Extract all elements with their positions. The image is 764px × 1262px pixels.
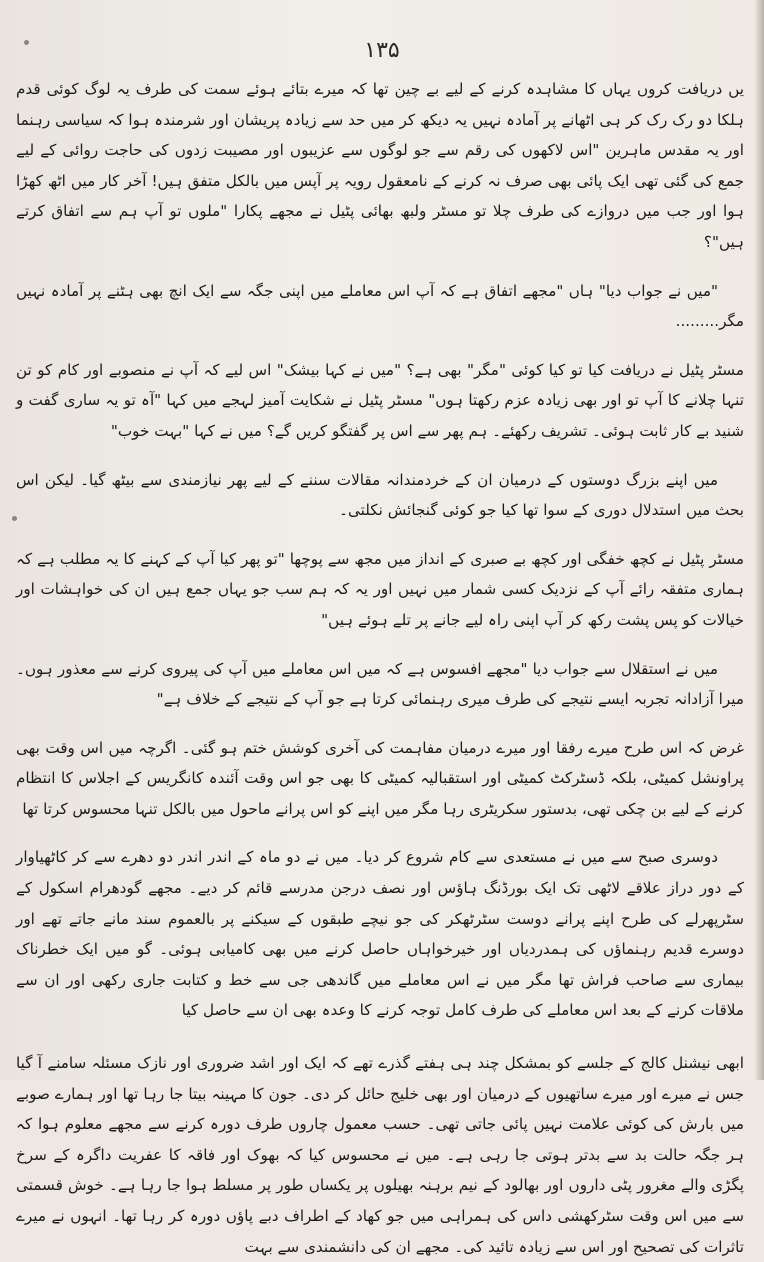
- paragraph: ابھی نیشنل کالج کے جلسے کو بمشکل چند ہی ہفتے گذرے تھے کہ ایک اور اشد ضروری اور نازک مسئلہ سامنے آ گیا جس نے میرے اور میرے ساتھیوں کے درمیان اور بھی خلیج حائل کر دی۔ جون کا مہینہ بیتا جا رہا تھا اور ہمارے صوبے میں بارش کی کوئی علامت نہیں پائی جاتی تھی۔ حسب معمول چاروں طرف دورہ کرنے سے مجھے معلوم ہوا کہ ہر جگہ حالت بد سے بدتر ہوتی جا رہی ہے۔ میں نے محسوس کیا کہ بھوک اور فاقہ کا عفریت داگرہ کے سرخ پگڑی والے مغرور پٹی داروں اور بھالود کے نیم برہنہ بھیلوں پر یکساں طور پر مسلط ہوا جا رہا ہے۔ خوش قسمتی سے میں اس وقت سٹرکھشی داس کی ہمراہی میں جو کھاد کے اطراف دبے پاؤں دورہ کر رہا تھا۔ انہوں نے میرے تاثرات کی تصحیح اور اس سے زیادہ تائید کی۔ مجھے ان کی دانشمندی سے بہت: [16, 1054, 744, 1256]
- page-edge-shadow: [754, 0, 764, 1080]
- paragraph: مسٹر پٹیل نے دریافت کیا تو کیا کوئی "مگر" بھی ہے؟ "میں نے کہا بیشک" اس لیے کہ آپ نے منصوبے اور کام کو تن تنہا چلانے کا آپ تو اور بھی زیادہ عزم رکھتا ہوں" مسٹر پٹیل نے شکایت آمیز لہجے میں کہا "آہ تو یہ ساری گفت و شنید بے کار ثابت ہوئی۔ تشریف رکھئے۔ ہم پھر سے اس پر گفتگو کریں گے؟ میں نے کہا "بہت خوب": [16, 360, 744, 440]
- paragraph: یں دریافت کروں یہاں کا مشاہدہ کرنے کے لیے بے چین تھا کہ میرے بتائے ہوئے سمت کی طرف یہ لوگ کوئی قدم ہلکا دو رک رک کر ہی اٹھانے پر آمادہ نہیں یہ دیکھ کر میں حد سے زیادہ پریشان اور شرمندہ ہوا کہ سیاسی رہنما اور یہ مقدس ماہرین "اس لاکھوں کی رقم سے جو لوگوں سے عزیبوں اور مصیبت زدوں کی حاجت روائی کے لیے جمع کی گئی تھی ایک پائی بھی صرف نہ کرنے کے نامعقول رویہ پر آپس میں بالکل متفق ہیں! آخر کار میں اٹھ کھڑا ہوا اور جب میں دروازے کی طرف چلا تو مسٹر ولبھ بھائی پٹیل نے مجھے پکارا "ملوں تو آپ ہم سے اتفاق کرتے ہیں"؟: [16, 80, 744, 251]
- paragraph: غرض کہ اس طرح میرے رفقا اور میرے درمیان مفاہمت کی آخری کوشش ختم ہو گئی۔ اگرچہ میں اس وقت بھی پراونشل کمیٹی، بلکہ ڈسٹرکٹ کمیٹی اور استقبالیہ کمیٹی کا بھی جو اس وقت آئندہ کانگریس کے اجلاس کا انتظام کرنے کے لیے بن چکی تھی، بدستور سکریٹری رہا مگر میں اپنے کو اس پرانے ماحول میں بالکل تنہا محسوس کرتا تھا: [16, 738, 744, 818]
- page-body-text: [16, 74, 744, 1256]
- paragraph: "میں نے جواب دیا" ہاں "مجھے اتفاق ہے کہ آپ اس معاملے میں اپنی جگہ سے ایک انچ بھی ہٹنے پر آمادہ نہیں مگر.........: [16, 281, 744, 331]
- paragraph: مسٹر پٹیل نے کچھ خفگی اور کچھ بے صبری کے انداز میں مجھ سے پوچھا "تو پھر کیا آپ کے کہنے کا یہ مطلب ہے کہ ہماری متفقہ رائے آپ کے نزدیک کسی شمار میں نہیں اور یہ کہ ہم سب جو یہاں جمع ہیں ان کی خواہشات اور خیالات کو پس پشت رکھ کر آپ اپنی راہ لیے جانے پر تلے ہوئے ہیں": [16, 549, 744, 629]
- paragraph: دوسری صبح سے میں نے مستعدی سے کام شروع کر دیا۔ میں نے دو ماہ کے اندر اندر دو دھرے سے کر کاٹھیاوار کے دور دراز علاقے لاٹھی تک ایک بورڈنگ ہاؤس اور نصف درجن مدرسے قائم کر دیے۔ مجھے گودھرام اسکول کے سٹرپھرلے کی طرح اپنے پرانے دوست سٹرٹھکر کی جو نیچے طبقوں کے سیکنے پر بالعموم سند مانے جاتے تھے اور دوسرے قدیم رہنماؤں کی ہمدردیاں اور خیرخواہاں حاصل کرنے میں بھی کامیابی ہوئی۔ گو میں ایک خطرناک بیماری سے صاحب فراش تھا مگر میں نے اس معاملے میں گاندھی جی سے خط و کتابت جاری رکھی اور ان سے ملاقات کرنے کے بعد اس معاملے کی طرف کامل توجہ کرنے کا وعدہ بھی ان سے حاصل کیا: [16, 848, 744, 1020]
- page-number: ۱۳۵: [364, 38, 400, 63]
- paragraph: میں اپنے بزرگ دوستوں کے درمیان ان کے خردمندانہ مقالات سننے کے لیے پھر نیازمندی سے بیٹھ گیا۔ لیکن اس بحث میں استدلال دوری کے سوا تھا کیا جو کوئی گنجائش نکلتی۔: [16, 470, 744, 520]
- paragraph: میں نے استقلال سے جواب دیا "مجھے افسوس ہے کہ میں اس معاملے میں آپ کی پیروی کرنے سے معذور ہوں۔ میرا آزادانہ تجربہ ایسے نتیجے کی طرف میری رہنمائی کرتا ہے جو آپ کے نتیجے کے خلاف ہے": [16, 659, 744, 709]
